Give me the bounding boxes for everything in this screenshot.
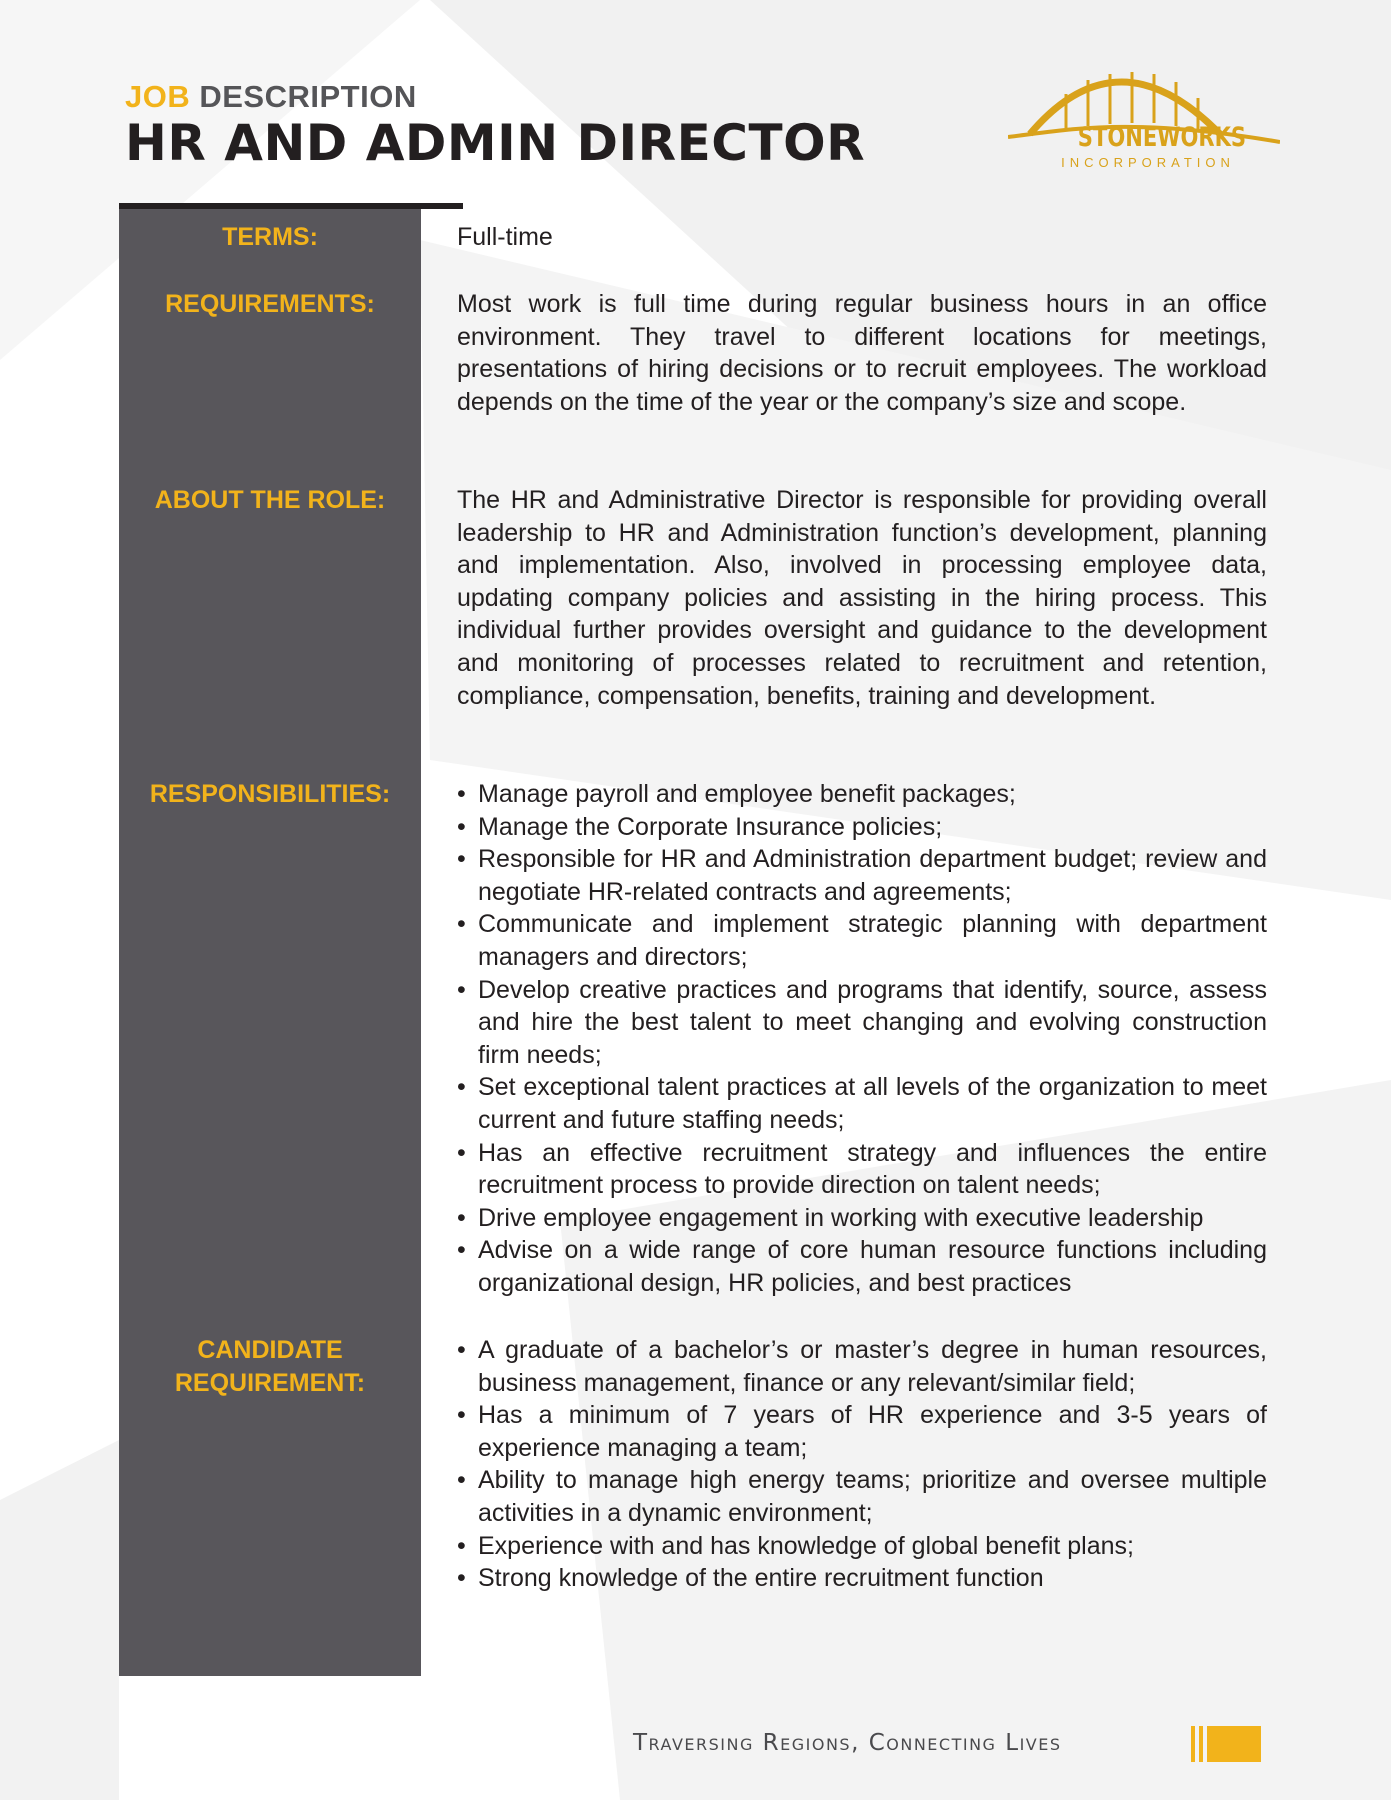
candidate-requirement-list [457, 1334, 1267, 1595]
list-item-text: Strong knowledge of the entire recruitment function [478, 1564, 1044, 1593]
about-role-content [457, 484, 1267, 712]
candidate-requirement-content [457, 1334, 1267, 1595]
list-item-text: Advise on a wide range of core human resource functions including organizational design, HR policies, and best practices [478, 1236, 1267, 1297]
sidebar-panel [119, 209, 421, 1676]
requirements-label: REQUIREMENTS: [165, 290, 375, 318]
list-item [457, 1530, 1267, 1563]
document-header [125, 80, 865, 170]
list-item-text: Responsible for HR and Administration department budget; review and negotiate HR-related contracts and agreements; [478, 845, 1267, 906]
bullet-icon: • [457, 910, 466, 939]
list-item-text: Set exceptional talent practices at all levels of the organization to meet current and future staffing needs; [478, 1073, 1267, 1134]
list-item-text: Manage payroll and employee benefit packages; [478, 780, 1016, 808]
responsibilities-list [457, 778, 1267, 1300]
job-heading-accent: JOB [125, 79, 191, 114]
list-item-text: Has an effective recruitment strategy and influences the entire recruitment process to provide direction on talent needs; [478, 1138, 1267, 1200]
list-item [457, 1334, 1267, 1399]
list-item [457, 974, 1267, 1072]
list-item-text: Communicate and implement strategic planning with department managers and directors; [478, 910, 1267, 971]
about-role-label: ABOUT THE ROLE: [154, 486, 386, 514]
bullet-icon: • [457, 1138, 466, 1167]
list-item [457, 843, 1267, 908]
list-item [457, 1071, 1267, 1136]
candidate-label-line2: REQUIREMENT: [174, 1369, 366, 1397]
bullet-icon: • [457, 1073, 466, 1102]
list-item-text: Manage the Corporate Insurance policies; [478, 812, 943, 841]
footer-tagline: Traversing Regions, Connecting Lives [633, 1730, 1062, 1756]
terms-label: TERMS: [222, 223, 318, 251]
list-item-text: A graduate of a bachelor’s or master’s degree in human resources, business management, finance or any relevant/similar field; [478, 1336, 1267, 1397]
bullet-icon: • [457, 1531, 466, 1560]
list-item-text: Drive employee engagement in working with executive leadership [478, 1203, 1204, 1232]
requirements-text: Most work is full time during regular business hours in an office environment. They travel to different locations for meetings, presentations of hiring decisions or to recruit employees. The workload depends on the time of the year or the company’s size and scope. [457, 290, 1267, 416]
about-role-text: The HR and Administrative Director is responsible for providing overall leadership to HR and Administration function’s development, planning and implementation. Also, involved in processing employee data, updating company policies and assisting in the hiring process. This individual further provides oversight and guidance to the development and monitoring of processes related to recruitment and retention, compliance, compensation, benefits, training and development. [457, 486, 1267, 710]
bullet-icon: • [457, 1203, 466, 1232]
list-item [457, 1562, 1267, 1595]
list-item [457, 1234, 1267, 1299]
bullet-icon: • [457, 975, 466, 1004]
terms-content [457, 221, 1267, 254]
list-item-text: Develop creative practices and programs that identify, source, assess and hire the best talent to meet changing and evolving construction firm needs; [478, 975, 1267, 1069]
list-item [457, 908, 1267, 973]
bullet-icon: • [457, 1236, 466, 1265]
job-description-heading [125, 80, 865, 114]
bullet-icon: • [457, 1401, 466, 1430]
responsibilities-content [457, 778, 1267, 1300]
list-item-text: Ability to manage high energy teams; prioritize and oversee multiple activities in a dynamic environment; [478, 1466, 1267, 1527]
list-item-text: Experience with and has knowledge of global benefit plans; [478, 1531, 1134, 1560]
bullet-icon: • [457, 1564, 466, 1593]
candidate-label-line1: CANDIDATE [197, 1336, 343, 1364]
list-item [457, 1202, 1267, 1235]
page-title: HR AND ADMIN DIRECTOR [125, 114, 866, 172]
bullet-icon: • [457, 845, 466, 874]
list-item [457, 811, 1267, 844]
logo-subtitle: INCORPORATION [1061, 155, 1235, 170]
list-item [457, 1399, 1267, 1464]
requirements-content [457, 288, 1267, 418]
bullet-icon: • [457, 1336, 466, 1364]
footer-bars-icon [1191, 1726, 1261, 1762]
bullet-icon: • [457, 1466, 466, 1495]
job-heading-text: DESCRIPTION [190, 79, 417, 114]
bullet-icon: • [457, 780, 466, 808]
list-item [457, 1464, 1267, 1529]
responsibilities-label: RESPONSIBILITIES: [149, 780, 391, 808]
candidate-requirement-label [119, 1334, 421, 1400]
logo-wordmark: STONEWORKS [1077, 122, 1247, 153]
list-item [457, 1137, 1267, 1202]
list-item-text: Has a minimum of 7 years of HR experience and 3-5 years of experience managing a team; [478, 1401, 1267, 1462]
bullet-icon: • [457, 812, 466, 841]
sidebar-top-bar [119, 203, 463, 209]
terms-text: Full-time [457, 223, 553, 251]
list-item [457, 778, 1267, 811]
